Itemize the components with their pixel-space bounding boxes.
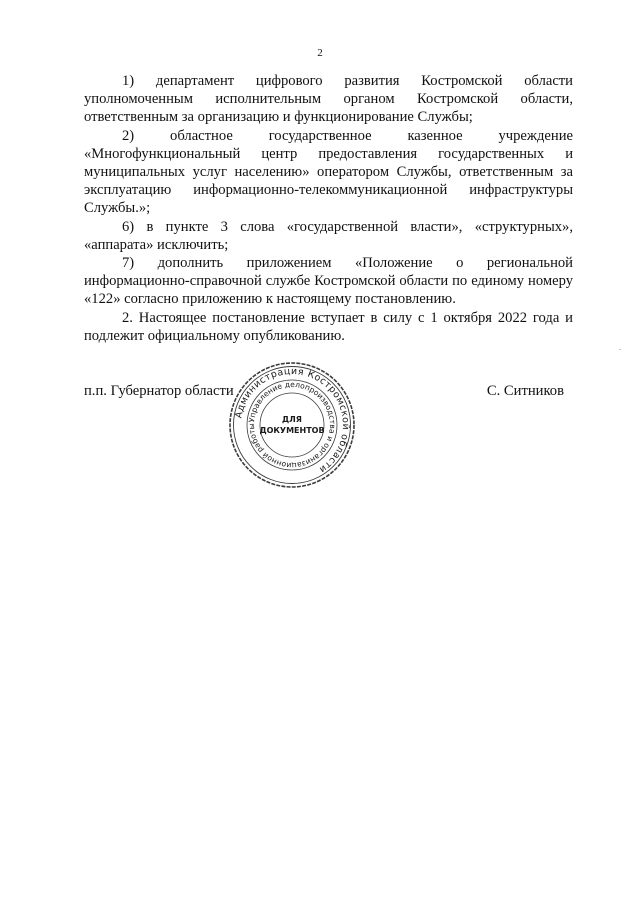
official-seal-stamp <box>226 359 358 491</box>
paragraph-item-2: 2) областное государственное казенное учреждение «Многофункциональный центр предоставления государственных и муниципальных услуг населению» оператором Службы, ответственным за эксплуатацию информационно-телекоммуникационной инфраструктуры Службы.»; <box>84 127 573 217</box>
margin-mark: . <box>619 342 622 352</box>
seal-outer-text: Администрация Костромской области <box>233 365 352 476</box>
paragraph-item-7: 7) дополнить приложением «Положение о региональной информационно-справочной службе Костромской области по единому номеру «122» согласно приложению к настоящему постановлению. <box>84 255 573 308</box>
seal-graphic <box>226 359 358 491</box>
signatory-position: п.п. Губернатор области <box>84 383 234 399</box>
seal-center-line-1: ДЛЯ <box>282 415 302 424</box>
signatory-name: С. Ситников <box>486 383 564 399</box>
seal-center-line-2: ДОКУМЕНТОВ <box>259 426 325 435</box>
paragraph-effective-date: 2. Настоящее постановление вступает в силу с 1 октября 2022 года и подлежит официальному опубликованию. <box>84 309 573 344</box>
document-body <box>84 72 573 345</box>
paragraph-item-1: 1) департамент цифрового развития Костромской области уполномоченным исполнительным органом Костромской области, ответственным за организацию и функционирование Службы; <box>84 73 573 126</box>
page-number: 2 <box>317 47 323 59</box>
paragraph-item-6: 6) в пункте 3 слова «государственной власти», «структурных», «аппарата» исключить; <box>84 218 573 253</box>
seal-inner-text: Управление делопроизводства и организационной работы <box>246 379 338 471</box>
